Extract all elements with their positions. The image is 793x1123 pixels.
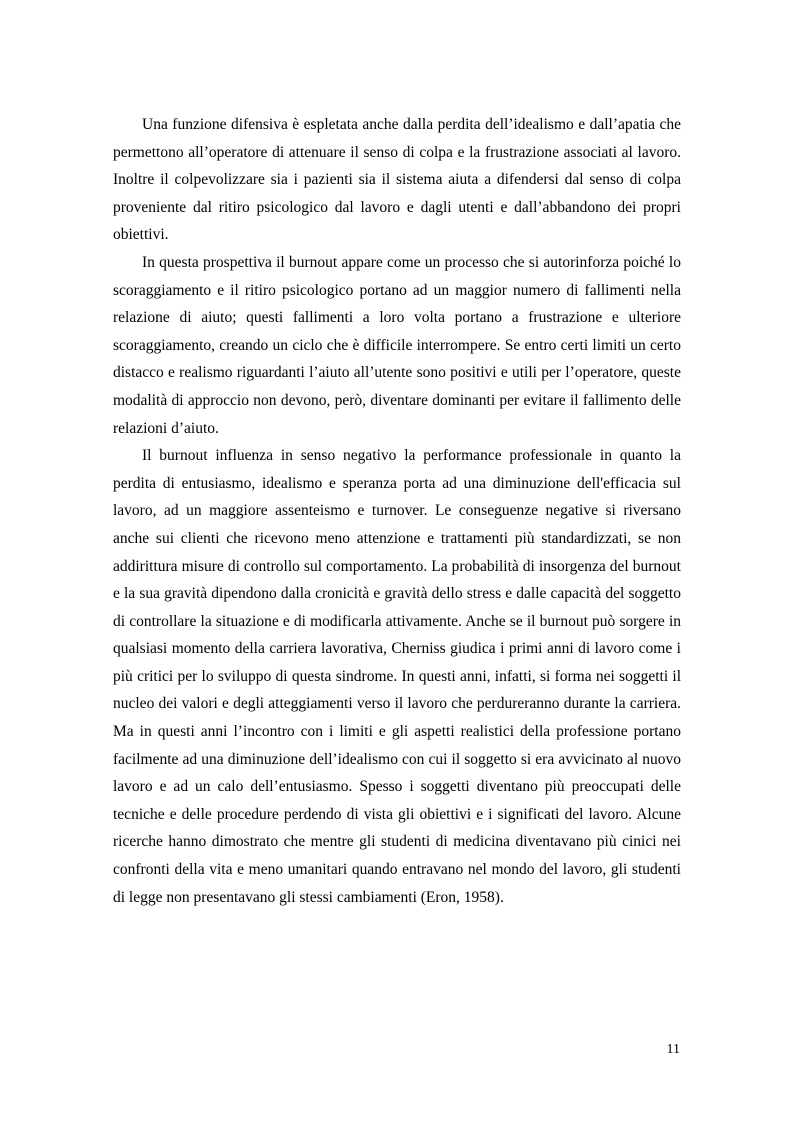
page-number: 11 xyxy=(666,1042,680,1057)
paragraph-self-reinforcing-process: In questa prospettiva il burnout appare come un processo che si autorinforza poiché lo scoraggiamento e il ritiro psicologico portano ad un maggior numero di fallimenti nella relazione di aiuto; questi fallimenti a loro volta portano a frustrazione e ulteriore scoraggiamento, creando un ciclo che è difficile interrompere. Se entro certi limiti un certo distacco e realismo riguardanti l’aiuto all’utente sono positivi e utili per l’operatore, queste modalità di approccio non devono, però, diventare dominanti per evitare il fallimento delle relazioni d’aiuto. xyxy=(113,253,681,437)
paragraph-defensive-function: Una funzione difensiva è espletata anche dalla perdita dell’idealismo e dall’apatia che permettono all’operatore di attenuare il senso di colpa e la frustrazione associati al lavoro. Inoltre il colpevolizzare sia i pazienti sia il sistema aiuta a difendersi dal senso di colpa proveniente dal ritiro psicologico dal lavoro e dagli utenti e dall’abbandono dei propri obiettivi. xyxy=(113,116,681,244)
paragraph-performance-impact: Il burnout influenza in senso negativo la performance professionale in quanto la perdita di entusiasmo, idealismo e speranza porta ad una diminuzione dell'efficacia sul lavoro, ad un maggiore assenteismo e turnover. Le conseguenze negative si riversano anche sui clienti che ricevono meno attenzione e trattamenti più standardizzati, se non addirittura misure di controllo sul comportamento. La probabilità di insorgenza del burnout e la sua gravità dipendono dalla cronicità e gravità dello stress e dalle capacità del soggetto di controllare la situazione e di modificarla attivamente. Anche se il burnout può sorgere in qualsiasi momento della carriera lavorativa, Cherniss giudica i primi anni di lavoro come i più critici per lo sviluppo di questa sindrome. In questi anni, infatti, si forma nei soggetti il nucleo dei valori e degli atteggiamenti verso il lavoro che perdureranno durante la carriera. Ma in questi anni l’incontro con i limiti e gli aspetti realistici della professione portano facilmente ad una diminuzione dell’idealismo con cui il soggetto si era avvicinato al nuovo lavoro e ad un calo dell’entusiasmo. Spesso i soggetti diventano più preoccupati delle tecniche e delle procedure perdendo di vista gli obiettivi e i significati del lavoro. Alcune ricerche hanno dimostrato che mentre gli studenti di medicina diventavano più cinici nei confronti della vita e meno umanitari quando entravano nel mondo del lavoro, gli studenti di legge non presentavano gli stessi cambiamenti (Eron, 1958). xyxy=(113,447,681,906)
body-text xyxy=(113,111,681,911)
